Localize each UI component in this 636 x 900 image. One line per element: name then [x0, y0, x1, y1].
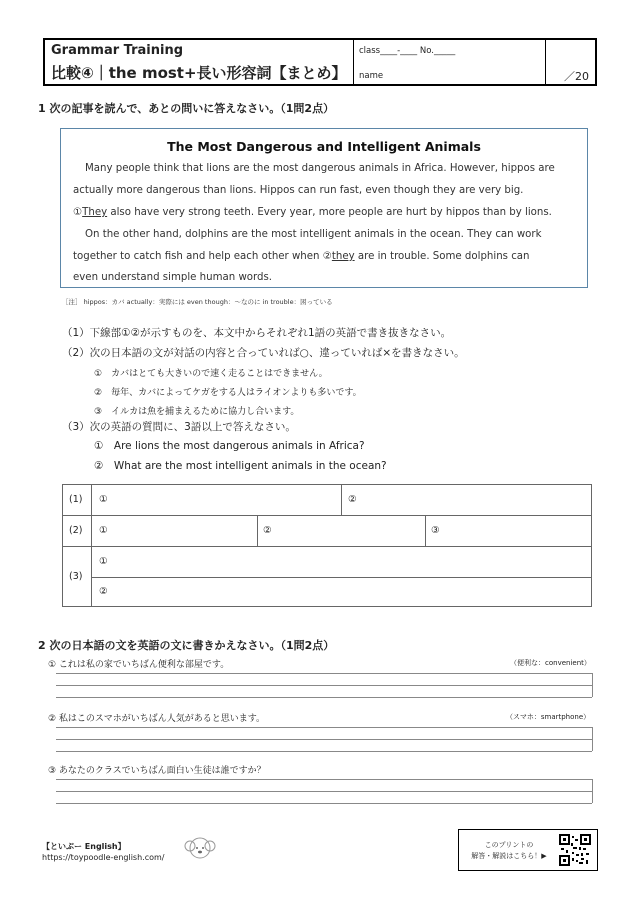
- article-title: The Most Dangerous and Intelligent Animals: [167, 139, 481, 154]
- answer-line[interactable]: [56, 751, 592, 752]
- underlined-word-2: they: [331, 251, 355, 262]
- vocabulary-note: ［注］ hippos：カバ actually：実際には even though：～なのに in trouble：困っている: [62, 298, 333, 306]
- answer-link-line-1: このプリントの: [484, 841, 534, 849]
- answer-3-2-field[interactable]: ②: [99, 586, 108, 597]
- line-cap: [592, 779, 593, 803]
- answer-line[interactable]: [56, 739, 592, 740]
- article-line-6: even understand simple human words.: [73, 272, 273, 283]
- row-label-2: (2): [69, 525, 83, 536]
- question-3-item-2: ② What are the most intelligent animals in the ocean?: [94, 460, 387, 472]
- table-divider: [63, 546, 591, 547]
- translation-item-3: ③ あなたのクラスでいちばん面白い生徒は誰ですか？: [48, 766, 266, 776]
- worksheet-subtitle: 比較④｜the most+長い形容詞【まとめ】: [51, 64, 347, 82]
- hint-1: （便利な：convenient）: [510, 659, 591, 667]
- article-line-2: actually more dangerous than lions. Hippos can run fast, even though they are very big.: [73, 185, 524, 196]
- answer-1-1-field[interactable]: ①: [99, 494, 108, 505]
- row-label-1: (1): [69, 494, 83, 505]
- question-2: （2）次の日本語の文が対話の内容と合っていれば○、違っていれば×を書きなさい。: [62, 347, 465, 359]
- answer-line[interactable]: [56, 727, 592, 728]
- question-3: （3）次の英語の質問に、3語以上で答えなさい。: [62, 421, 296, 433]
- article-line-4: On the other hand, dolphins are the most intelligent animals in the ocean. They can work: [85, 229, 542, 240]
- score-total: ／20: [564, 70, 589, 83]
- answer-line[interactable]: [56, 685, 592, 686]
- line-cap: [592, 673, 593, 697]
- answer-table: [62, 484, 592, 607]
- table-divider: [91, 485, 92, 606]
- underlined-word-1: They: [82, 207, 108, 218]
- row-label-3: (3): [69, 571, 83, 582]
- translation-item-2: ② 私はこのスマホがいちばん人気があると思います。: [48, 714, 266, 724]
- class-number-field[interactable]: class____-____ No._____: [359, 46, 456, 56]
- underline-mark-1: ①: [73, 207, 83, 218]
- answer-line[interactable]: [56, 803, 592, 804]
- answer-2-3-field[interactable]: ③: [431, 525, 440, 536]
- question-2-item-3: ③ イルカは魚を捕まえるために協力し合います。: [94, 407, 300, 417]
- answer-link-box[interactable]: [458, 829, 598, 871]
- brand-name: 【といぷー English】: [42, 842, 126, 851]
- question-3-item-1: ① Are lions the most dangerous animals in Africa?: [94, 440, 365, 452]
- answer-line[interactable]: [56, 673, 592, 674]
- underline-mark-2: ②: [322, 251, 332, 262]
- name-field[interactable]: name: [359, 71, 384, 81]
- answer-link-line-2: 解答・解説はこちら！▶: [471, 852, 547, 860]
- answer-2-1-field[interactable]: ①: [99, 525, 108, 536]
- question-2-item-1: ① カバはとても大きいので速く走ることはできません。: [94, 369, 328, 379]
- question-2-item-2: ② 毎年、カバによってケガをする人はライオンよりも多いです。: [94, 388, 362, 398]
- article-line-1: Many people think that lions are the most dangerous animals in Africa. However, hippos are: [85, 163, 555, 174]
- answer-1-2-field[interactable]: ②: [348, 494, 357, 505]
- worksheet-header: [43, 38, 597, 86]
- table-divider: [63, 515, 591, 516]
- answer-3-1-field[interactable]: ①: [99, 556, 108, 567]
- answer-line[interactable]: [56, 697, 592, 698]
- section2-heading: 2 次の日本語の文を英語の文に書きかえなさい。（1問2点）: [38, 639, 335, 652]
- article-line-5: [73, 251, 530, 262]
- article-line-3: [73, 207, 552, 218]
- brand-url[interactable]: https://toypoodle-english.com/: [42, 853, 165, 862]
- question-1: （1）下線部①②が示すものを、本文中からそれぞれ1語の英語で書き抜きなさい。: [62, 327, 452, 339]
- answer-line[interactable]: [56, 779, 592, 780]
- answer-2-2-field[interactable]: ②: [263, 525, 272, 536]
- hint-2: （スマホ：smartphone）: [506, 713, 591, 721]
- article-line-3-rest: also have very strong teeth. Every year, more people are hurt by hippos than by lions.: [107, 207, 552, 218]
- article-line-5-rest: are in trouble. Some dolphins can: [354, 251, 530, 262]
- table-divider: [257, 515, 258, 546]
- table-divider: [425, 515, 426, 546]
- section1-heading: 1 次の記事を読んで、あとの問いに答えなさい。（1問2点）: [38, 102, 335, 115]
- article-line-5-pre: together to catch fish and help each other when: [73, 251, 323, 262]
- poodle-mascot-icon: [182, 833, 218, 863]
- worksheet-title: Grammar Training: [51, 43, 184, 58]
- student-info-cell[interactable]: [353, 40, 546, 84]
- table-divider: [91, 577, 591, 578]
- line-cap: [592, 727, 593, 751]
- title-cell: [45, 40, 354, 84]
- table-divider: [341, 485, 342, 515]
- article-box: [60, 128, 588, 288]
- qr-code-icon[interactable]: [559, 834, 591, 866]
- translation-item-1: ① これは私の家でいちばん便利な部屋です。: [48, 660, 230, 670]
- answer-line[interactable]: [56, 791, 592, 792]
- score-cell: [545, 40, 595, 84]
